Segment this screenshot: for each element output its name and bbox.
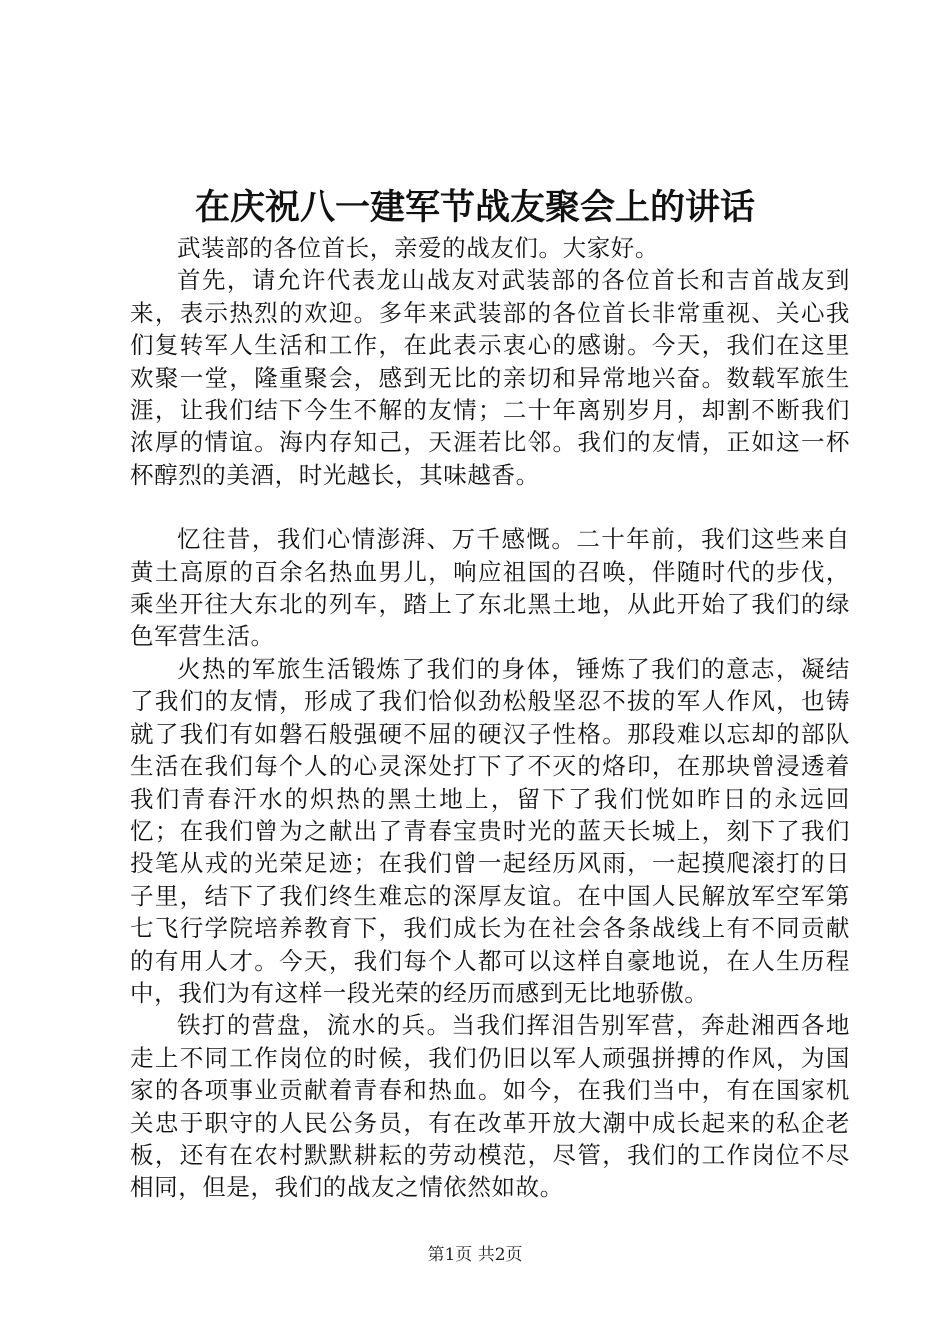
paragraph-after-service: 铁打的营盘，流水的兵。当我们挥泪告别军营，奔赴湘西各地走上不同工作岗位的时候，我们仍旧以军人顽强拼搏的作风，为国家的各项事业贡献着青春和热血。如今，在我们当中，有在国家机关忠于职守的人民公务员，有在改革开放大潮中成长起来的私企老板，还有在农村默默耕耘的劳动模范，尽管，我们的工作岗位不尽相同，但是，我们的战友之情依然如故。 [130, 1011, 850, 1202]
paragraph-memories: 忆往昔，我们心情澎湃、万千感慨。二十年前，我们这些来自黄土高原的百余名热血男儿，响应祖国的召唤，伴随时代的步伐，乘坐开往大东北的列车，踏上了东北黑土地，从此开始了我们的绿色军营生活。 [130, 525, 850, 651]
document-body [130, 232, 850, 1204]
document-title: 在庆祝八一建军节战友聚会上的讲话 [194, 187, 755, 228]
paragraph-greeting: 武装部的各位首长，亲爱的战友们。大家好。 [177, 234, 659, 262]
page-number: 第1页 共2页 [427, 1245, 523, 1265]
paragraph-welcome: 首先，请允许代表龙山战友对武装部的各位首长和吉首战友到来，表示热烈的欢迎。多年来武装部的各位首长非常重视、关心我们复转军人生活和工作，在此表示衷心的感谢。今天，我们在这里欢聚一堂，隆重聚会，感到无比的亲切和异常地兴奋。数载军旅生涯，让我们结下今生不解的友情；二十年离别岁月，却割不断我们浓厚的情谊。海内存知己，天涯若比邻。我们的友情，正如这一杯杯醇烈的美酒，时光越长，其味越香。 [130, 266, 850, 489]
paragraph-military-life: 火热的军旅生活锻炼了我们的身体，锤炼了我们的意志，凝结了我们的友情，形成了我们恰似劲松般坚忍不拔的军人作风，也铸就了我们有如磐石般强硬不屈的硬汉子性格。那段难以忘却的部队生活在我们每个人的心灵深处打下了不灭的烙印，在那块曾浸透着我们青春汗水的炽热的黑土地上，留下了我们恍如昨日的永远回忆；在我们曾为之献出了青春宝贵时光的蓝天长城上，刻下了我们投笔从戎的光荣足迹；在我们曾一起经历风雨，一起摸爬滚打的日子里，结下了我们终生难忘的深厚友谊。在中国人民解放军空军第七飞行学院培养教育下，我们成长为在社会各条战线上有不同贡献的有用人才。今天，我们每个人都可以这样自豪地说，在人生历程中，我们为有这样一段光荣的经历而感到无比地骄傲。 [130, 654, 850, 1007]
